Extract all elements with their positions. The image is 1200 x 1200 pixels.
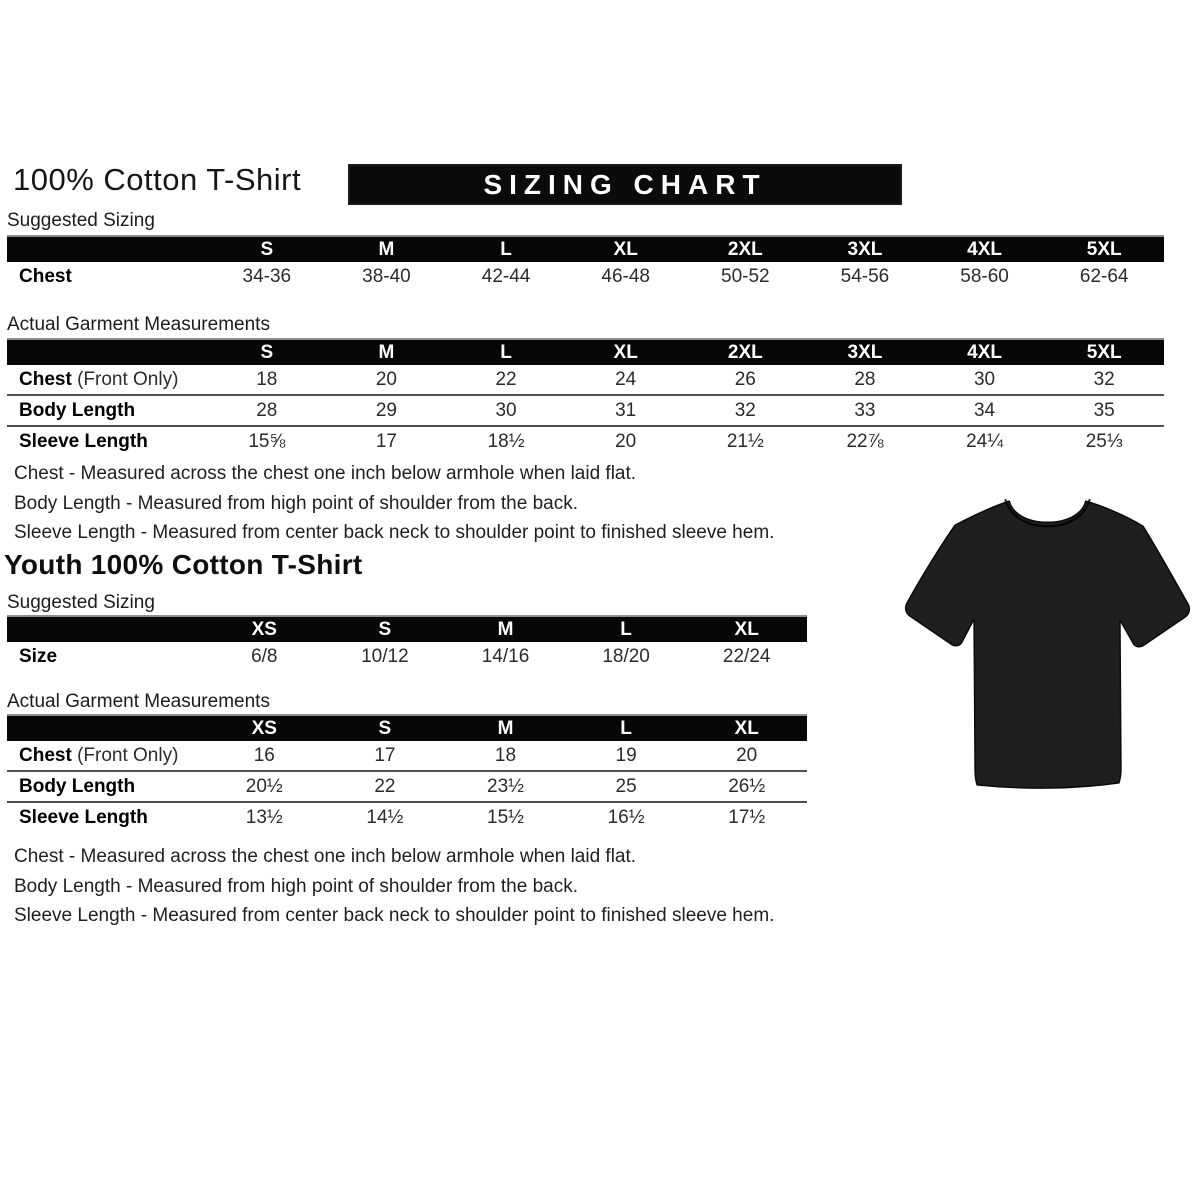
measurement-note: Chest - Measured across the chest one inch below armhole when laid flat. [14, 846, 637, 867]
youth-measurement-notes [14, 842, 774, 931]
row-label [7, 400, 207, 422]
cell-value: 23½ [487, 775, 524, 797]
youth-suggested-sizing-table [7, 615, 807, 671]
cell-value: 32 [734, 399, 756, 421]
table-row [7, 262, 1164, 291]
column-header: L [500, 342, 512, 363]
column-header: 2XL [727, 342, 763, 363]
cell-value: 18 [494, 744, 517, 766]
row-label [7, 745, 204, 767]
column-header: 4XL [967, 342, 1002, 363]
cell-value: 28 [256, 399, 278, 421]
tshirt-body-shape [906, 501, 1190, 788]
cell-value: 32 [1093, 368, 1115, 390]
column-header: M [378, 239, 395, 260]
cell-value: 22 [495, 368, 517, 390]
sizing-chart-banner [348, 164, 902, 205]
measurement-note: Body Length - Measured from high point of shoulder from the back. [14, 492, 578, 514]
youth-section-title: Youth 100% Cotton T-Shirt [4, 549, 363, 580]
column-header: L [620, 619, 632, 640]
cell-value: 18/20 [602, 645, 650, 667]
column-header: M [497, 718, 514, 739]
youth-suggested-sizing-label: Suggested Sizing [7, 592, 155, 613]
table-row [7, 394, 1164, 425]
cell-value: 28 [854, 368, 876, 390]
column-header: 3XL [847, 239, 883, 260]
row-label-text: Chest [19, 744, 72, 766]
column-header: XL [613, 239, 638, 260]
table-row [7, 770, 807, 801]
cell-value: 15⅝ [248, 430, 286, 452]
column-header: M [497, 619, 514, 640]
column-header: S [378, 619, 392, 640]
cell-value: 46-48 [601, 265, 650, 287]
cell-value: 22/24 [722, 645, 771, 667]
row-label-text: Sleeve Length [19, 806, 148, 828]
cell-value: 42-44 [481, 265, 531, 287]
column-header: 3XL [847, 342, 883, 363]
column-header: L [620, 718, 632, 739]
column-header: S [260, 342, 274, 363]
column-header: 4XL [967, 239, 1002, 260]
column-header: XL [734, 619, 759, 640]
measurement-note: Body Length - Measured from high point of shoulder from the back. [14, 875, 578, 897]
table-row [7, 365, 1164, 394]
cell-value: 22 [374, 775, 396, 797]
cell-value: 34 [973, 399, 996, 421]
cell-value: 33 [854, 399, 876, 421]
cell-value: 14/16 [481, 645, 530, 667]
cell-value: 16 [253, 744, 275, 766]
adult-suggested-sizing-label: Suggested Sizing [7, 210, 155, 231]
cell-value: 25 [615, 775, 637, 797]
measurement-note: Chest - Measured across the chest one inch below armhole when laid flat. [14, 463, 637, 484]
cell-value: 20 [736, 744, 758, 766]
column-header: XL [613, 342, 638, 363]
column-header: XS [251, 718, 277, 739]
row-label-text: Chest [19, 265, 72, 287]
tshirt-image [893, 477, 1200, 809]
cell-value: 25⅓ [1085, 430, 1123, 452]
row-label [7, 266, 207, 288]
measurement-note: Sleeve Length - Measured from center back neck to shoulder point to finished sleeve hem. [14, 522, 775, 543]
cell-value: 13½ [245, 806, 283, 828]
column-header: 5XL [1086, 239, 1122, 260]
cell-value: 29 [375, 399, 397, 421]
column-header: S [378, 718, 392, 739]
table-row [7, 642, 807, 671]
cell-value: 34-36 [242, 265, 292, 287]
adult-suggested-sizing-table [7, 235, 1164, 291]
cell-value: 20½ [245, 775, 283, 797]
column-header: XS [251, 619, 277, 640]
cell-value: 6/8 [251, 645, 278, 667]
row-label [7, 807, 204, 829]
adult-section-title: 100% Cotton T-Shirt [13, 162, 302, 197]
measurement-note: Sleeve Length - Measured from center back neck to shoulder point to finished sleeve hem. [14, 905, 775, 926]
cell-value: 54-56 [840, 265, 890, 287]
cell-value: 10/12 [361, 645, 409, 667]
cell-value: 20 [375, 368, 397, 390]
table-header-row [7, 338, 1164, 365]
column-header: 5XL [1086, 342, 1122, 363]
cell-value: 15½ [487, 806, 524, 828]
cell-value: 22⅞ [846, 430, 884, 452]
youth-actual-measurements-table [7, 714, 807, 832]
row-label-suffix: (Front Only) [71, 744, 179, 766]
table-row [7, 741, 807, 770]
cell-value: 58-60 [960, 265, 1009, 287]
table-header-row [7, 615, 807, 642]
cell-value: 19 [615, 744, 637, 766]
cell-value: 20 [615, 430, 637, 452]
column-header: XL [734, 718, 759, 739]
cell-value: 17 [374, 744, 396, 766]
row-label-text: Size [19, 645, 58, 667]
cell-value: 50-52 [721, 265, 770, 287]
cell-value: 16½ [607, 806, 645, 828]
adult-actual-measurements-label: Actual Garment Measurements [7, 314, 270, 335]
cell-value: 24 [615, 368, 637, 390]
cell-value: 14½ [366, 806, 404, 828]
row-label [7, 369, 207, 391]
cell-value: 35 [1093, 399, 1115, 421]
row-label-suffix: (Front Only) [71, 368, 179, 390]
row-label-text: Body Length [19, 399, 136, 421]
cell-value: 30 [973, 368, 996, 390]
row-label-text: Body Length [19, 775, 136, 797]
cell-value: 17 [375, 430, 397, 452]
table-row [7, 801, 807, 832]
table-header-row [7, 714, 807, 741]
table-header-row [7, 235, 1164, 262]
cell-value: 21½ [726, 430, 764, 452]
row-label-text: Chest [19, 368, 72, 390]
cell-value: 26½ [728, 775, 766, 797]
cell-value: 17½ [728, 806, 766, 828]
cell-value: 26 [734, 368, 756, 390]
row-label [7, 776, 204, 798]
column-header: S [260, 239, 274, 260]
column-header: M [378, 342, 395, 363]
cell-value: 31 [615, 399, 637, 421]
row-label-text: Sleeve Length [19, 430, 148, 452]
table-row [7, 425, 1164, 456]
cell-value: 24¼ [966, 430, 1004, 452]
cell-value: 18 [256, 368, 278, 390]
row-label [7, 646, 204, 668]
cell-value: 30 [495, 399, 517, 421]
column-header: L [500, 239, 512, 260]
cell-value: 38-40 [362, 265, 411, 287]
cell-value: 18½ [487, 430, 525, 452]
sizing-chart-banner-text: SIZING CHART [483, 168, 767, 200]
youth-actual-measurements-label: Actual Garment Measurements [7, 691, 270, 712]
adult-actual-measurements-table [7, 338, 1164, 456]
cell-value: 62-64 [1079, 265, 1129, 287]
adult-measurement-notes [14, 459, 774, 548]
column-header: 2XL [727, 239, 763, 260]
row-label [7, 431, 207, 453]
